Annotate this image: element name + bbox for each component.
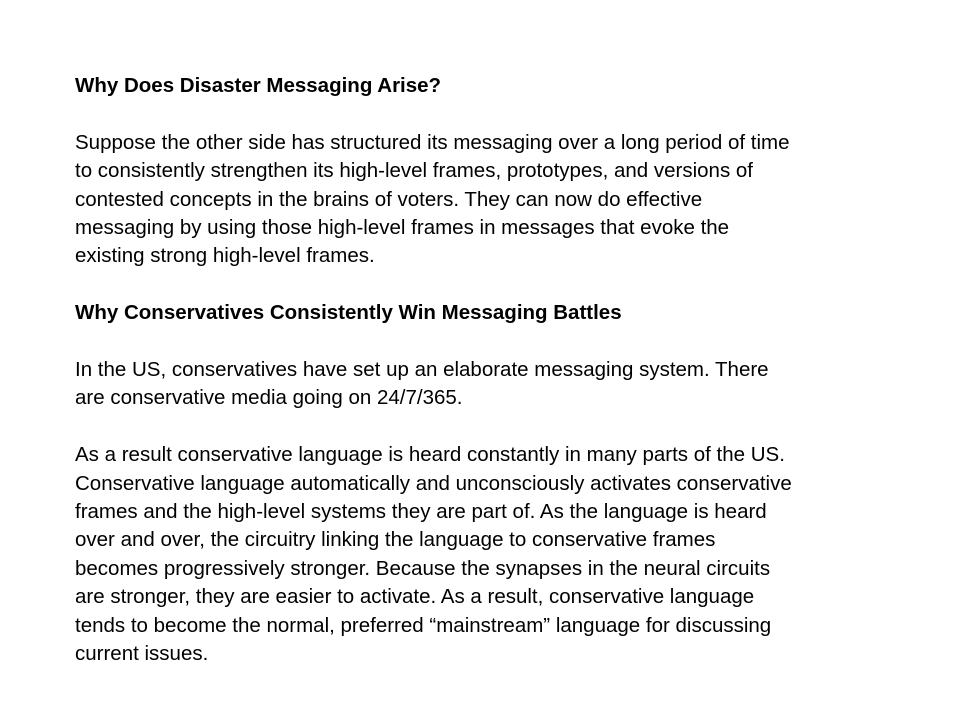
slide-body [75,72,925,668]
paragraph-conservative-language: As a result conservative language is heard constantly in many parts of the US. Conservative language automatically and unconsciously activates conservative frames and the high-level systems they are part of. As the language is heard over and over, the circuitry linking the language to conservative frames becomes progressively stronger. Because the synapses in the neural circuits are stronger, they are easier to activate. As a result, conservative language tends to become the normal, preferred “mainstream” language for discussing current issues. [75,443,792,666]
spacer [75,328,925,356]
heading-conservatives-win: Why Conservatives Consistently Win Messaging Battles [75,301,622,325]
paragraph-messaging-system: In the US, conservatives have set up an elaborate messaging system. There are conservative media going on 24/7/365. [75,358,769,410]
spacer [75,413,925,441]
heading-disaster-messaging: Why Does Disaster Messaging Arise? [75,74,442,97]
spacer [75,100,925,128]
spacer [75,271,925,299]
paragraph-disaster-messaging: Suppose the other side has structured its messaging over a long period of time to consistently strengthen its high-level frames, prototypes, and versions of contested concepts in the brains of voters. They can now do effective messaging by using those high-level frames in messages that evoke the existing strong high-level frames. [75,130,790,268]
